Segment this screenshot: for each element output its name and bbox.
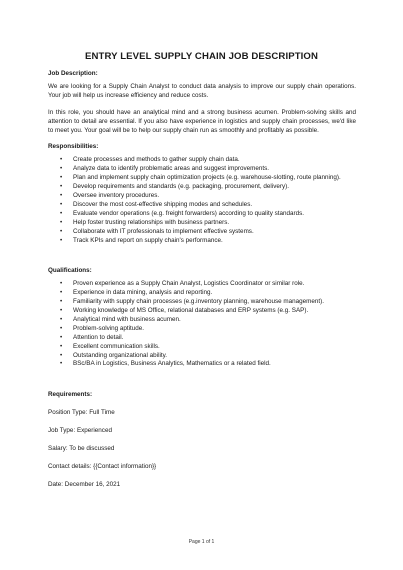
list-item: • Evaluate vendor operations (e.g. freight forwarders) according to quality standards. <box>48 210 356 219</box>
date: Date: December 16, 2021 <box>48 480 121 488</box>
page-number: Page 1 of 1 <box>188 539 215 545</box>
job-description-paragraph-1: We are looking for a Supply Chain Analyst to conduct data analysis to improve our supply chain operations. Your job will help us increase efficiency and reduce costs. <box>48 82 356 99</box>
qualifications-heading: Qualifications: <box>48 267 92 275</box>
contact-details: Contact details: {{Contact information}} <box>48 463 157 470</box>
job-type: Job Type: Experienced <box>48 427 112 435</box>
list-item: • Develop requirements and standards (e.g. packaging, procurement, delivery). <box>48 183 356 192</box>
job-description-paragraph-2: In this role, you should have an analytical mind and a strong business acumen. Problem-solving skills and attention to detail are essential. If you also have experience in logistics and supply chain processes, we'd like to meet you. Your goal will be to help our supply chain run as smoothly and profitably as possible. <box>48 108 356 134</box>
list-item: • Familiarity with supply chain processes (e.g.inventory planning, warehouse management). <box>48 298 356 307</box>
list-item: • Plan and implement supply chain optimization projects (e.g. warehouse-slotting, route planning). <box>48 174 356 183</box>
list-item: • Create processes and methods to gather supply chain data. <box>48 156 356 165</box>
list-item: • Attention to detail. <box>48 334 356 343</box>
list-item: • Proven experience as a Supply Chain Analyst, Logistics Coordinator or similar role. <box>48 280 356 289</box>
list-item: • Experience in data mining, analysis and reporting. <box>48 289 356 298</box>
list-item: • BSc/BA in Logistics, Business Analytics, Mathematics or a related field. <box>48 360 356 369</box>
list-item: • Discover the most cost-effective shipping modes and schedules. <box>48 201 356 210</box>
salary: Salary: To be discussed <box>48 445 115 453</box>
list-item: • Analytical mind with business acumen. <box>48 316 356 325</box>
list-item: • Help foster trusting relationships with business partners. <box>48 219 356 228</box>
requirements-heading: Requirements: <box>48 391 93 399</box>
list-item: • Collaborate with IT professionals to implement effective systems. <box>48 228 356 237</box>
list-item: • Track KPIs and report on supply chain's performance. <box>48 237 356 246</box>
document-body <box>48 70 356 499</box>
list-item: • Working knowledge of MS Office, relational databases and ERP systems (e.g. SAP). <box>48 307 356 316</box>
position-type: Position Type: Full Time <box>48 409 115 417</box>
list-item: • Oversee inventory procedures. <box>48 192 356 201</box>
job-description-heading: Job Description: <box>48 70 98 77</box>
list-item: • Outstanding organizational ability. <box>48 352 356 361</box>
list-item: • Excellent communication skills. <box>48 343 356 352</box>
qualifications-list <box>48 280 356 369</box>
responsibilities-list <box>48 156 356 245</box>
document-title: ENTRY LEVEL SUPPLY CHAIN JOB DESCRIPTION <box>84 51 319 62</box>
list-item: • Problem-solving aptitude. <box>48 325 356 334</box>
responsibilities-heading: Responsibilities: <box>48 143 99 151</box>
list-item: • Analyze data to identify problematic areas and suggest improvements. <box>48 165 356 174</box>
